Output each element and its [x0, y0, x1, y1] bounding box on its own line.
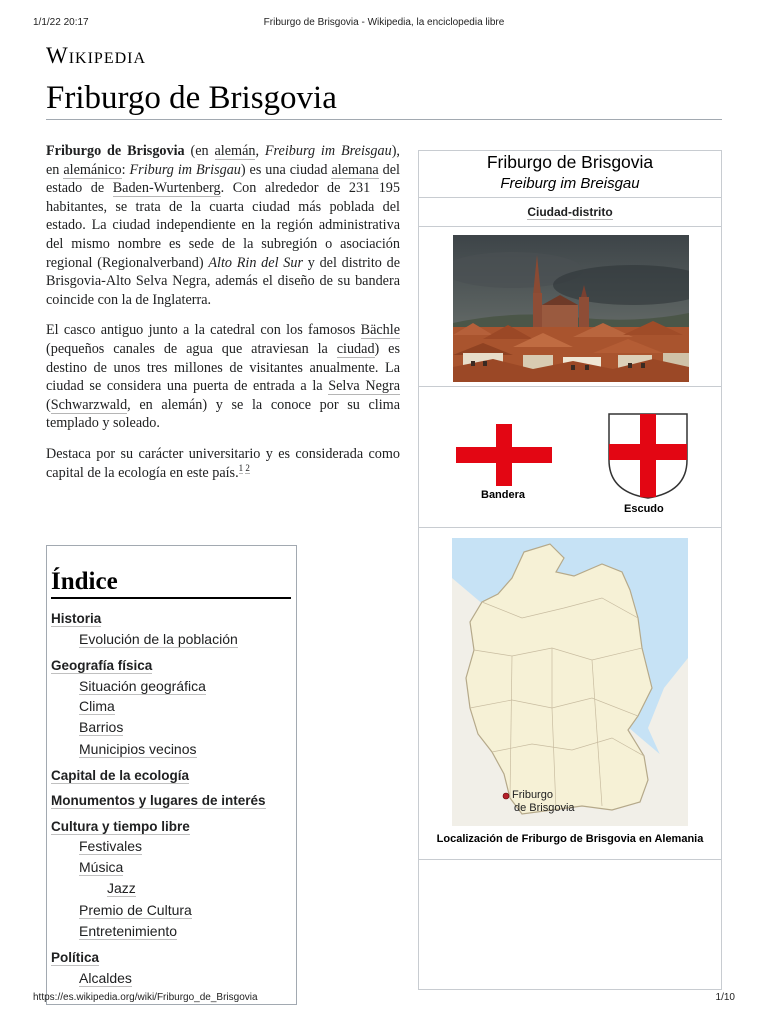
link-baden[interactable]: Baden-Wurtenberg [112, 180, 221, 197]
toc-item-label: Premio de Cultura [79, 902, 192, 918]
symbols-row [419, 387, 721, 527]
toc-item[interactable] [79, 678, 206, 694]
toc-item[interactable] [51, 950, 99, 965]
print-url: https://es.wikipedia.org/wiki/Friburgo_de_Brisgovia [33, 992, 258, 1003]
link-alto-rin[interactable]: Alto Rin del Sur [208, 254, 303, 271]
lead-paragraph-3: Destaca por su carácter universitario y es considerada como capital de la ecología en este país.$^{1 2}$ [46, 445, 400, 481]
toc-item-label: Historia [51, 611, 102, 626]
toc-item[interactable] [79, 838, 142, 854]
toc-item[interactable] [107, 880, 136, 896]
toc-item[interactable] [79, 859, 123, 875]
infobox [418, 150, 722, 990]
infobox-subtitle: Freiburg im Breisgau [500, 175, 640, 192]
german-name: Freiburg im Breisgau [264, 143, 392, 159]
lead-section [46, 142, 400, 494]
ref-2[interactable]: 2 [245, 462, 250, 473]
toc-item-label: Alcaldes [79, 970, 132, 986]
toc-item[interactable] [79, 719, 123, 735]
toc-item[interactable] [51, 819, 190, 834]
toc-item-label: Clima [79, 698, 115, 714]
flag-image[interactable] [456, 424, 552, 486]
print-title: Friburgo de Brisgovia - Wikipedia, la enciclopedia libre [263, 17, 505, 28]
alemannic-name: Friburg im Brisgau [129, 161, 241, 178]
lead-paragraph-1: Friburgo de Brisgovia (en alemán, Freiburg im Breisgau), en alemánico: Friburg im Brisgau) es una ciudad alemana del estado de Baden-Wurtenberg. Con alrededor de 231 195 habitantes, se trata de la cuarta ciudad más poblada del estado. La ciudad independiente en la región administrativa del mismo nombre es sede de la subregión o asociación regional (Regionalverband) Alto Rin del Sur y del distrito de Brisgovia-Alto Selva Negra, además el diseño de su bandera coincide con la de Inglaterra. [46, 143, 400, 308]
toc-item-label: Geografía física [51, 658, 153, 673]
infobox-type [419, 198, 721, 226]
toc-item[interactable] [51, 611, 101, 626]
toc-item-label: Política [51, 950, 100, 965]
toc-item[interactable] [51, 793, 266, 808]
toc-item[interactable] [79, 741, 197, 757]
link-ciudad-distrito[interactable]: Ciudad-distrito [527, 205, 613, 219]
flag-caption: Bandera [481, 489, 526, 501]
toc-item[interactable] [79, 923, 177, 939]
page-title: Friburgo de Brisgovia [46, 80, 722, 120]
location-map[interactable] [452, 538, 688, 826]
table-of-contents [46, 545, 297, 1005]
infobox-divider [419, 527, 721, 528]
toc-title: Índice [51, 568, 291, 599]
toc-item-label: Capital de la ecología [51, 768, 190, 783]
toc-item[interactable] [79, 902, 192, 918]
print-date: 1/1/22 20:17 [33, 17, 89, 28]
link-selva-negra[interactable]: Selva Negra [328, 378, 400, 395]
infobox-divider [419, 859, 721, 860]
toc-item-label: Evolución de la población [79, 631, 238, 647]
print-page-number: 1/10 [715, 992, 735, 1003]
link-schwarzwald[interactable]: Schwarzwald [50, 396, 128, 413]
link-aleman[interactable]: alemán [214, 143, 256, 159]
ref-1[interactable]: 1 [238, 462, 244, 473]
infobox-divider [419, 226, 721, 227]
toc-item-label: Música [79, 859, 124, 875]
toc-item-label: Entretenimiento [79, 923, 178, 939]
wikipedia-wordmark[interactable]: Wikipedia [46, 43, 147, 68]
coat-of-arms-image[interactable] [607, 412, 689, 500]
toc-item-label: Barrios [79, 719, 124, 735]
link-alemana[interactable]: alemana [331, 161, 379, 178]
print-header [0, 17, 768, 31]
toc-item-label: Festivales [79, 838, 143, 854]
toc-item-label: Jazz [107, 880, 136, 896]
map-caption: Localización de Friburgo de Brisgovia en Alemania [436, 833, 704, 845]
toc-item[interactable] [79, 631, 238, 647]
infobox-title: Friburgo de Brisgovia [486, 152, 654, 172]
toc-item[interactable] [79, 970, 132, 986]
toc-item-label: Municipios vecinos [79, 741, 197, 757]
map-label-2: de Brisgovia [514, 802, 575, 814]
lead-paragraph-2: El casco antiguo junto a la catedral con los famosos Bächle (pequeños canales de agua que atraviesan la ciudad) es destino de unos tres millones de visitantes anualmente. La ciudad se considera una puerta de entrada a la Selva Negra (Schwarzwald, en alemán) y se la conoce por su clima templado y soleado. [46, 322, 400, 432]
map-label-1: Friburgo [512, 789, 553, 801]
article-subject: Friburgo de Brisgovia [46, 143, 185, 159]
link-bachle[interactable]: Bächle [360, 322, 400, 339]
toc-item-label: Monumentos y lugares de interés [51, 793, 266, 808]
toc-item[interactable] [51, 768, 189, 783]
toc-item-label: Cultura y tiempo libre [51, 819, 190, 834]
toc-item-label: Situación geográfica [79, 678, 206, 694]
coat-of-arms-caption: Escudo [624, 503, 664, 515]
link-alemanico[interactable]: alemánico [63, 161, 122, 178]
toc-item[interactable] [79, 698, 115, 714]
link-ciudad[interactable]: ciudad [336, 340, 375, 357]
city-photo[interactable] [453, 235, 689, 382]
toc-item[interactable] [51, 658, 152, 673]
